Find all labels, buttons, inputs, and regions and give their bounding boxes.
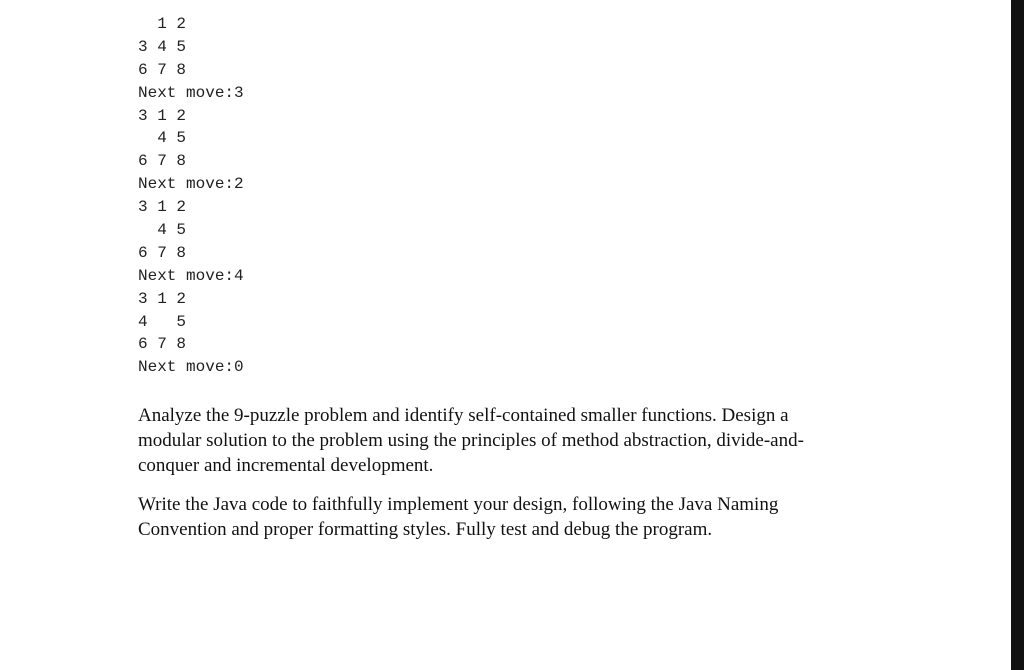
instructions-paragraph-write: [138, 492, 858, 542]
console-line: 6 7 8: [138, 335, 187, 354]
paragraph-line: Write the Java code to faithfully implement your design, following the Java Naming: [138, 494, 779, 515]
console-line: Next move:2: [138, 175, 244, 194]
instructions-paragraph-analyze: [138, 403, 858, 478]
console-line: 3 1 2: [138, 198, 187, 217]
console-line: 3 4 5: [138, 37, 187, 56]
paragraph-line: Analyze the 9-puzzle problem and identify self-contained smaller functions. Design a: [138, 405, 789, 426]
console-line: 4 5: [138, 221, 187, 240]
console-line: 4 5: [138, 129, 187, 148]
console-line: 3 1 2: [138, 289, 187, 308]
console-line: 6 7 8: [138, 243, 187, 262]
paragraph-line: Convention and proper formatting styles. Fully test and debug the program.: [138, 519, 713, 540]
console-line: Next move:3: [138, 83, 244, 102]
console-line: 4 5: [138, 312, 187, 331]
console-line: 6 7 8: [138, 60, 187, 79]
window-edge: [1011, 0, 1024, 670]
console-line: 3 1 2: [138, 106, 187, 125]
instructions-text: [138, 403, 858, 556]
console-line: Next move:4: [138, 266, 244, 285]
paragraph-line: conquer and incremental development.: [138, 455, 434, 476]
console-line: Next move:0: [138, 358, 244, 377]
console-line: 1 2: [138, 15, 187, 33]
paragraph-line: modular solution to the problem using the principles of method abstraction, divide-and-: [138, 430, 804, 451]
console-output: [138, 13, 244, 379]
console-line: 6 7 8: [138, 152, 187, 171]
